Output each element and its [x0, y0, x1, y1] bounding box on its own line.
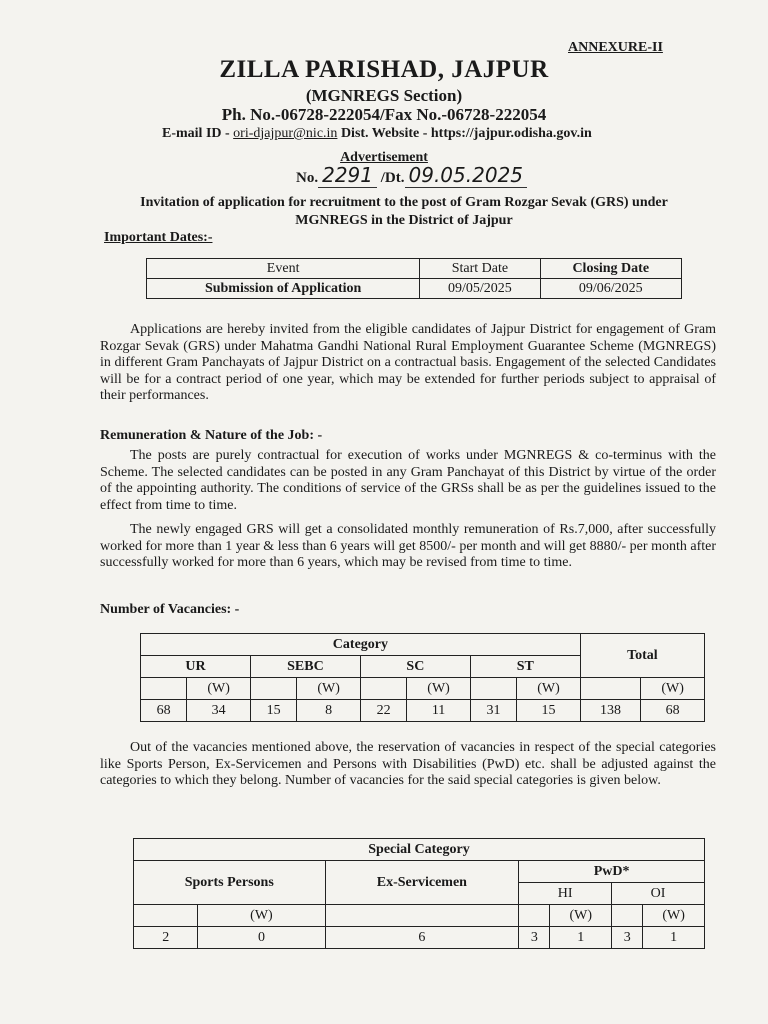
- important-dates-heading: Important Dates:-: [104, 230, 213, 245]
- invitation-line-1: Invitation of application for recruitment to the post of Gram Rozgar Sevak (GRS) under: [140, 195, 668, 210]
- event-cell: Submission of Application: [147, 279, 420, 299]
- remuneration-heading: Remuneration & Nature of the Job: -: [100, 428, 323, 443]
- ur-header: UR: [141, 656, 251, 678]
- sports-header: Sports Persons: [134, 861, 326, 905]
- sebc-w-value: 8: [297, 700, 361, 722]
- st-header: ST: [470, 656, 580, 678]
- sc-header: SC: [360, 656, 470, 678]
- total-header: Total: [580, 634, 704, 678]
- hi-value: 3: [519, 927, 550, 949]
- sebc-header: SEBC: [250, 656, 360, 678]
- ur-w-value: 34: [187, 700, 251, 722]
- vacancies-heading: Number of Vacancies: -: [100, 602, 240, 617]
- important-dates-table: [146, 258, 682, 299]
- remuneration-paragraph-2: The newly engaged GRS will get a consolidated monthly remuneration of Rs.7,000, after successfully worked for more than 1 year & less than 6 years will get 8500/- per month and will get 8880/- per month after successfully worked for more than 6 years, which may be revised from time to time.: [100, 522, 716, 570]
- special-category-table: [133, 838, 705, 949]
- no-value: 2291: [322, 163, 373, 187]
- ur-w-label: (W): [187, 678, 251, 700]
- sebc-value: 15: [250, 700, 296, 722]
- oi-header: OI: [612, 883, 705, 905]
- reference-number-line: [296, 163, 527, 188]
- hi-w-value: 1: [550, 927, 612, 949]
- special-category-header: Special Category: [134, 839, 705, 861]
- ur-value: 68: [141, 700, 187, 722]
- advertisement-heading: Advertisement: [340, 150, 428, 165]
- email-label: E-mail ID -: [162, 126, 234, 141]
- invitation-line-2: MGNREGS in the District of Jajpur: [295, 213, 513, 228]
- hi-header: HI: [519, 883, 612, 905]
- sc-value: 22: [360, 700, 406, 722]
- contact-line: [162, 126, 592, 142]
- website-text: Dist. Website - https://jajpur.odisha.gov.in: [337, 126, 592, 141]
- th-closing-date: Closing Date: [540, 259, 681, 279]
- pwd-header: PwD*: [519, 861, 705, 883]
- th-event: Event: [147, 259, 420, 279]
- total-w-label: (W): [641, 678, 705, 700]
- annexure-label: ANNEXURE-II: [568, 40, 663, 55]
- th-start-date: Start Date: [420, 259, 540, 279]
- oi-value: 3: [612, 927, 643, 949]
- sports-w-label: (W): [198, 905, 325, 927]
- hi-w-label: (W): [550, 905, 612, 927]
- no-label: No.: [296, 170, 319, 186]
- vacancy-table: [140, 633, 705, 722]
- special-category-paragraph: Out of the vacancies mentioned above, the reservation of vacancies in respect of the special categories like Sports Person, Ex-Servicemen and Persons with Disabilities (PwD) etc. shall be adjusted against the categories to which they belong. Number of vacancies for the said special categories is given below.: [100, 740, 716, 788]
- intro-paragraph: Applications are hereby invited from the eligible candidates of Jajpur District for engagement of Gram Rozgar Sevak (GRS) under Mahatma Gandhi National Rural Employment Guarantee Scheme (MGNREGS) in different Gram Panchayats of Jajpur District on a contractual basis. Engagement of the selected Candidates will be for a contract period of one year, which may be extended for further periods subject to appraisal of their performances.: [100, 322, 716, 403]
- sebc-w-label: (W): [297, 678, 361, 700]
- email-address: ori-djajpur@nic.in: [233, 126, 338, 141]
- total-value: 138: [580, 700, 640, 722]
- section-subtitle: (MGNREGS Section): [305, 86, 463, 105]
- ex-servicemen-header: Ex-Servicemen: [325, 861, 519, 905]
- organization-title: ZILLA PARISHAD, JAJPUR: [219, 56, 549, 83]
- sc-w-value: 11: [407, 700, 471, 722]
- sports-value: 2: [134, 927, 198, 949]
- sc-w-label: (W): [407, 678, 471, 700]
- st-w-value: 15: [517, 700, 581, 722]
- invitation-heading: [0, 194, 768, 230]
- oi-w-label: (W): [643, 905, 705, 927]
- dt-label: /Dt.: [380, 170, 405, 186]
- oi-w-value: 1: [643, 927, 705, 949]
- dt-value: 09.05.2025: [408, 163, 524, 187]
- closing-date-cell: 09/06/2025: [540, 279, 681, 299]
- start-date-cell: 09/05/2025: [420, 279, 540, 299]
- st-value: 31: [470, 700, 516, 722]
- phone-fax: Ph. No.-06728-222054/Fax No.-06728-222054: [221, 105, 547, 124]
- st-w-label: (W): [517, 678, 581, 700]
- ex-servicemen-value: 6: [325, 927, 519, 949]
- remuneration-paragraph-1: The posts are purely contractual for execution of works under MGNREGS & co-terminus with the Scheme. The selected candidates can be posted in any Gram Panchayat of this District by virtue of the order of the appointing authority. The conditions of service of the GRSs shall be as per the guidelines issued to the effect from time to time.: [100, 448, 716, 513]
- total-w-value: 68: [641, 700, 705, 722]
- category-header: Category: [141, 634, 581, 656]
- sports-w-value: 0: [198, 927, 325, 949]
